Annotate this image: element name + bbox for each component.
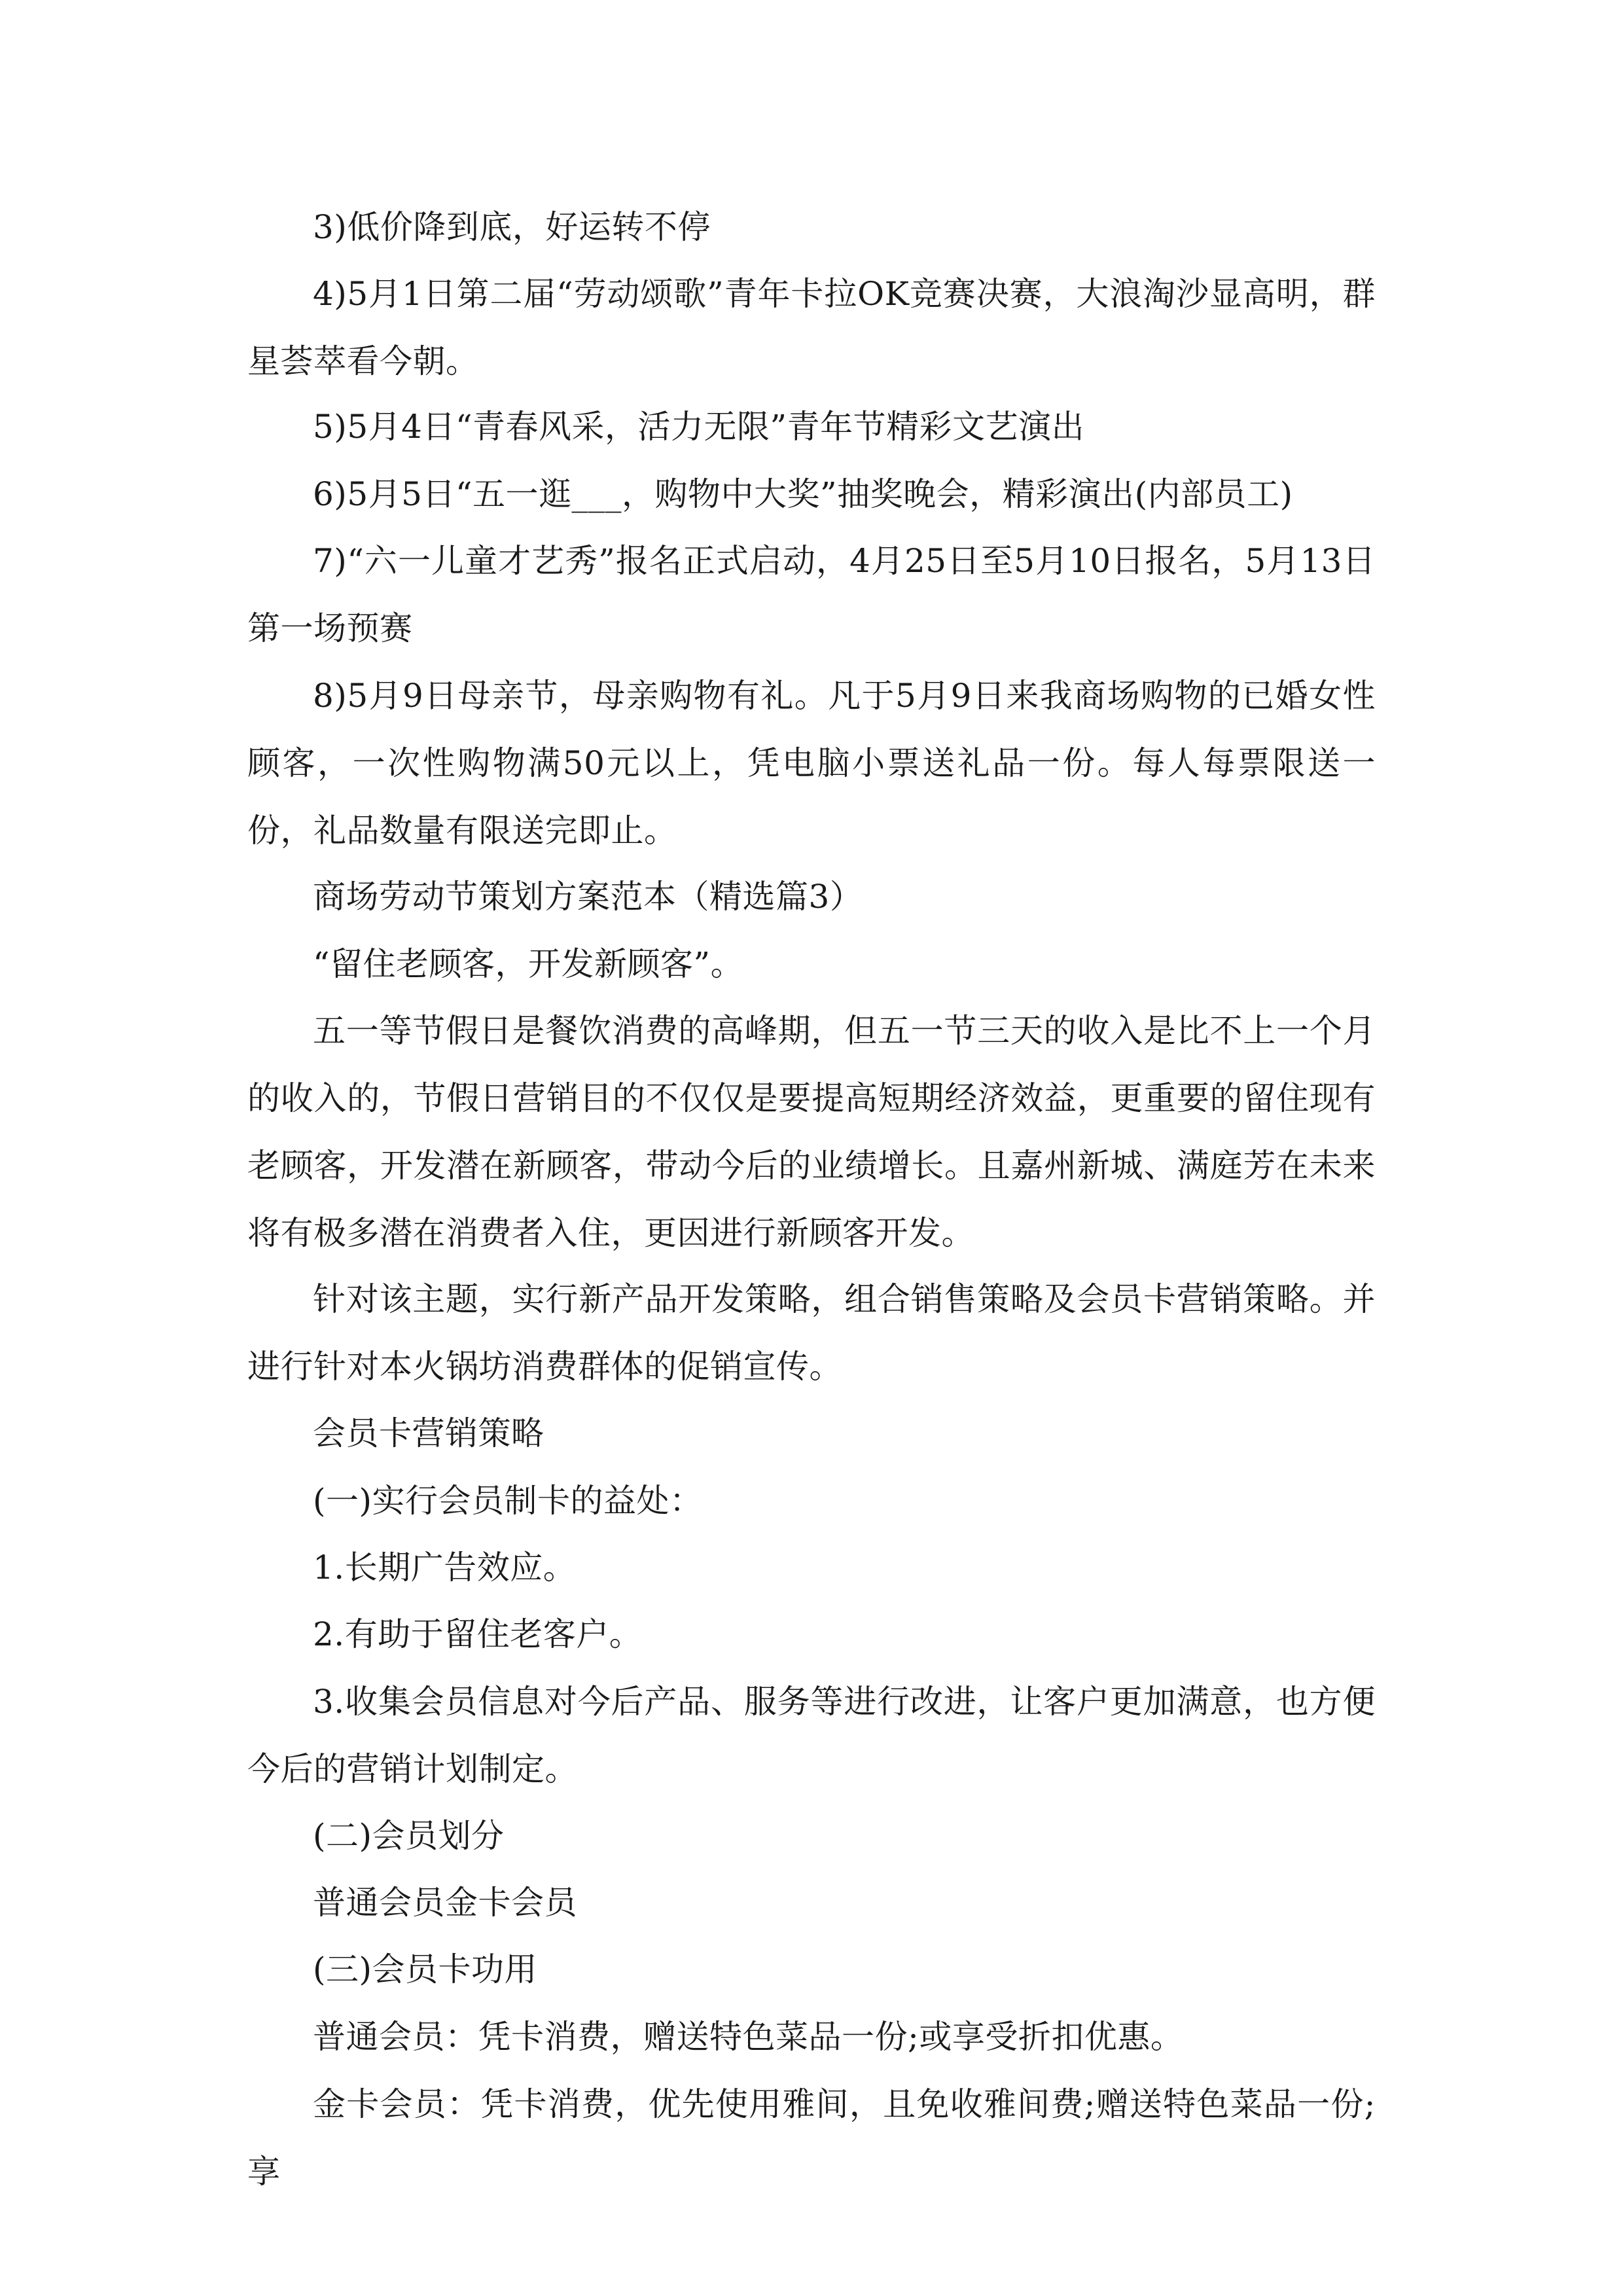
paragraph-8: 针对该主题，实行新产品开发策略，组合销售策略及会员卡营销策略。并进行针对本火锅坊消费群体的促销宣传。 [247,1280,1376,1386]
member-types: 普通会员金卡会员 [313,1884,577,1922]
list-item-2: 2.有助于留住老客户。 [313,1615,643,1653]
paragraph-5: 7)“六一儿童才艺秀”报名正式启动，4月25日至5月10日报名，5月13日第一场预赛 [247,542,1376,647]
regular-member-text: 普通会员：凭卡消费，赠送特色菜品一份;或享受折扣优惠。 [313,2018,1184,2056]
gold-member-text: 金卡会员：凭卡消费，优先使用雅间，且免收雅间费;赠送特色菜品一份;享 [247,2085,1376,2191]
paragraph-1: 3)低价降到底，好运转不停 [313,208,711,246]
paragraph-3: 5)5月4日“青春风采，活力无限”青年节精彩文艺演出 [313,408,1085,446]
paragraph-theme: “留住老顾客，开发新顾客”。 [313,945,744,983]
paragraph-2: 4)5月1日第二届“劳动颂歌”青年卡拉OK竞赛决赛，大浪淘沙显高明，群星荟萃看今朝。 [247,275,1376,380]
subheading-division: (二)会员划分 [313,1817,505,1855]
list-item-3: 3.收集会员信息对今后产品、服务等进行改进，让客户更加满意，也方便今后的营销计划制定。 [247,1683,1376,1788]
section-heading: 商场劳动节策划方案范本（精选篇3） [313,878,863,916]
subheading-membership: 会员卡营销策略 [313,1414,544,1452]
list-item-1: 1.长期广告效应。 [313,1549,577,1587]
paragraph-7: 五一等节假日是餐饮消费的高峰期，但五一节三天的收入是比不上一个月的收入的，节假日营销目的不仅仅是要提高短期经济效益，更重要的留住现有老顾客，开发潜在新顾客，带动今后的业绩增长。且嘉州新城、满庭芳在未来将有极多潜在消费者入住，更因进行新顾客开发。 [247,1012,1376,1252]
paragraph-6: 8)5月9日母亲节，母亲购物有礼。凡于5月9日来我商场购物的已婚女性顾客，一次性购物满50元以上，凭电脑小票送礼品一份。每人每票限送一份，礼品数量有限送完即止。 [247,677,1376,850]
subheading-function: (三)会员卡功用 [313,1950,538,1988]
subheading-benefits: (一)实行会员制卡的益处： [313,1482,703,1520]
paragraph-4: 6)5月5日“五一逛___，购物中大奖”抽奖晚会，精彩演出(内部员工) [313,475,1293,513]
